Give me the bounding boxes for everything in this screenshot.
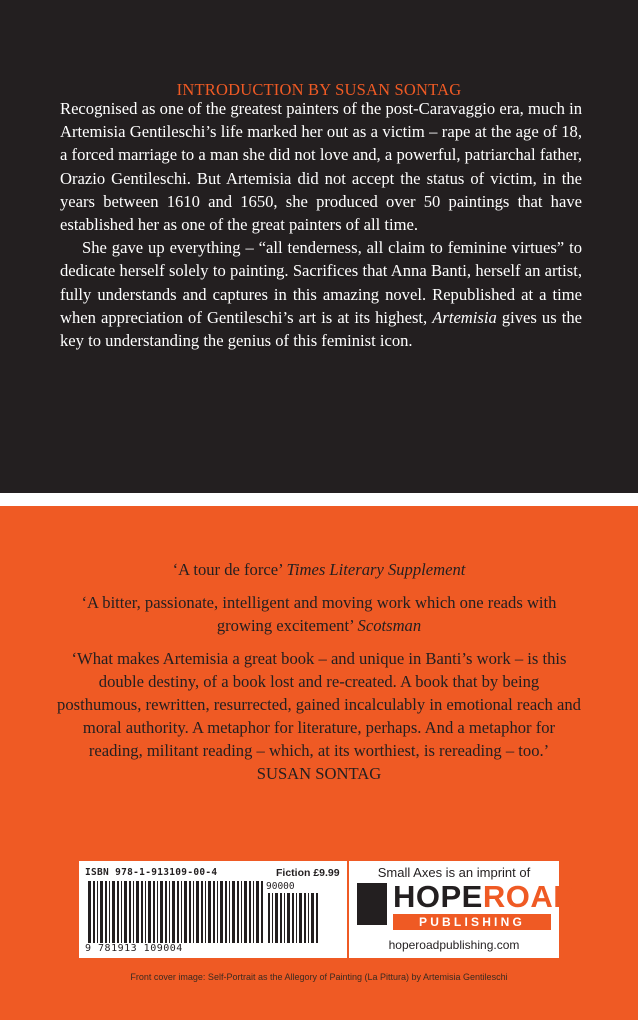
barcode-bar (124, 881, 127, 943)
barcode-bar (268, 893, 270, 943)
barcode-bar (181, 881, 182, 943)
logo-road: ROAD (482, 879, 577, 914)
quotes-panel (0, 506, 638, 1020)
quote-3: ‘What makes Artemisia a great book – and unique in Banti’s work – is this double destiny, of a book lost and re-created. A book that by being posthumous, rewritten, resurrected, gained incalculably in emotional reach and moral authority. A metaphor for literature, perhaps. And a metaphor for reading, militant reading – which, at its worthiest, is rereading – too.’ (57, 649, 581, 760)
paragraph-2-text-a: She gave up everything – “all tenderness, all claim to feminine virtues” to dedicate herself solely to painting. Sacrifices that Anna Banti, herself an artist, fully understands and captures in this amazing novel. Republished at a time when appreciation of Gentileschi’s art is at its highest, (60, 238, 582, 327)
publisher-logo (393, 881, 576, 913)
barcode-box (79, 861, 347, 958)
barcode-bar (284, 893, 285, 943)
barcode-bar (97, 881, 98, 943)
barcode-bar (169, 881, 170, 943)
barcode-bar (237, 881, 239, 943)
quote-1-source: Times Literary Supplement (286, 560, 466, 579)
barcode-bar (311, 893, 314, 943)
barcode-bar (213, 881, 215, 943)
logo-block-icon (357, 883, 387, 925)
barcode-bar (109, 881, 110, 943)
barcode-bar (205, 881, 206, 943)
quote-2 (56, 591, 582, 637)
barcode-bar (157, 881, 158, 943)
barcode-bar (292, 893, 294, 943)
intro-blurb (60, 97, 582, 352)
barcode-bar (196, 881, 199, 943)
barcode-bar (272, 893, 273, 943)
quote-2-text: ‘A bitter, passionate, intelligent and moving work which one reads with growing excitement’ (81, 593, 557, 635)
logo-publishing-bar: PUBLISHING (393, 914, 551, 930)
barcode-bar (253, 881, 254, 943)
barcode-digits: 9 781913 109004 (85, 943, 183, 954)
barcode-bar (148, 881, 151, 943)
barcode-bar (304, 893, 306, 943)
barcode-bar (117, 881, 119, 943)
quote-1-text: ‘A tour de force’ (172, 560, 287, 579)
barcode-bar (129, 881, 131, 943)
price-addon-code: 90000 (266, 881, 295, 892)
barcode-bar (244, 881, 247, 943)
barcode-bar (133, 881, 134, 943)
publisher-box (349, 861, 577, 958)
barcode-bar (232, 881, 235, 943)
barcode-bar (141, 881, 143, 943)
intro-panel (0, 0, 638, 493)
logo-hope: HOPE (393, 879, 483, 914)
intro-heading: INTRODUCTION BY SUSAN SONTAG (176, 80, 462, 99)
isbn-label: ISBN 978-1-913109-00-4 (85, 867, 218, 878)
barcode-bar (100, 881, 103, 943)
barcode-bar (225, 881, 227, 943)
barcode-bar (280, 893, 282, 943)
barcode-bar (220, 881, 223, 943)
cover-image-credit: Front cover image: Self-Portrait as the Allegory of Painting (La Pittura) by Artemisia Gentileschi (130, 972, 508, 982)
barcode-bar (172, 881, 175, 943)
intro-paragraph-2 (60, 236, 582, 352)
barcode-icon (87, 881, 265, 943)
barcode-bar (93, 881, 95, 943)
barcode-bar (184, 881, 187, 943)
barcode-bar (261, 881, 263, 943)
barcode-bar (189, 881, 191, 943)
barcode-bar (112, 881, 115, 943)
barcode-bar (105, 881, 107, 943)
barcode-bar (256, 881, 259, 943)
publisher-website[interactable]: hoperoadpublishing.com (388, 938, 520, 952)
barcode-bar (296, 893, 297, 943)
barcode-bar (308, 893, 309, 943)
barcode-bar (316, 893, 318, 943)
quote-1 (56, 558, 582, 581)
barcode-bar (208, 881, 211, 943)
quote-2-source: Scotsman (357, 616, 422, 635)
barcode-bar (201, 881, 203, 943)
barcode-bar (287, 893, 290, 943)
review-quotes (56, 558, 582, 795)
price-label: Fiction £9.99 (276, 867, 340, 879)
barcode-bar (145, 881, 146, 943)
barcode-bar (136, 881, 139, 943)
paragraph-2-text-b: gives us the key to understanding the genius of this feminist icon. (60, 307, 582, 351)
barcode-bar (153, 881, 155, 943)
barcode-bar (160, 881, 163, 943)
quote-3-author: SUSAN SONTAG (256, 764, 382, 783)
barcode-bar (177, 881, 179, 943)
barcode-bar (299, 893, 302, 943)
imprint-line: Small Axes is an imprint of (377, 865, 531, 880)
intro-paragraph-1: Recognised as one of the greatest painters of the post-Caravaggio era, much in Artemisia Gentileschi’s life marked her out as a victim – rape at the age of 18, a forced marriage to a man she did not love and, a powerful, patriarchal father, Orazio Gentileschi. But Artemisia did not accept the status of victim, in the years between 1610 and 1650, she produced over 50 paintings that have established her as one of the great painters of all time. (60, 99, 582, 235)
book-title-italic: Artemisia (432, 307, 497, 327)
barcode-bar (121, 881, 122, 943)
barcode-bar (165, 881, 167, 943)
barcode-bar (229, 881, 230, 943)
barcode-bar (193, 881, 194, 943)
barcode-bar (217, 881, 218, 943)
barcode-bar (249, 881, 251, 943)
barcode-bar (241, 881, 242, 943)
addon-barcode-icon (267, 893, 319, 943)
barcode-bar (275, 893, 278, 943)
barcode-bar (88, 881, 91, 943)
divider-band (0, 493, 638, 506)
